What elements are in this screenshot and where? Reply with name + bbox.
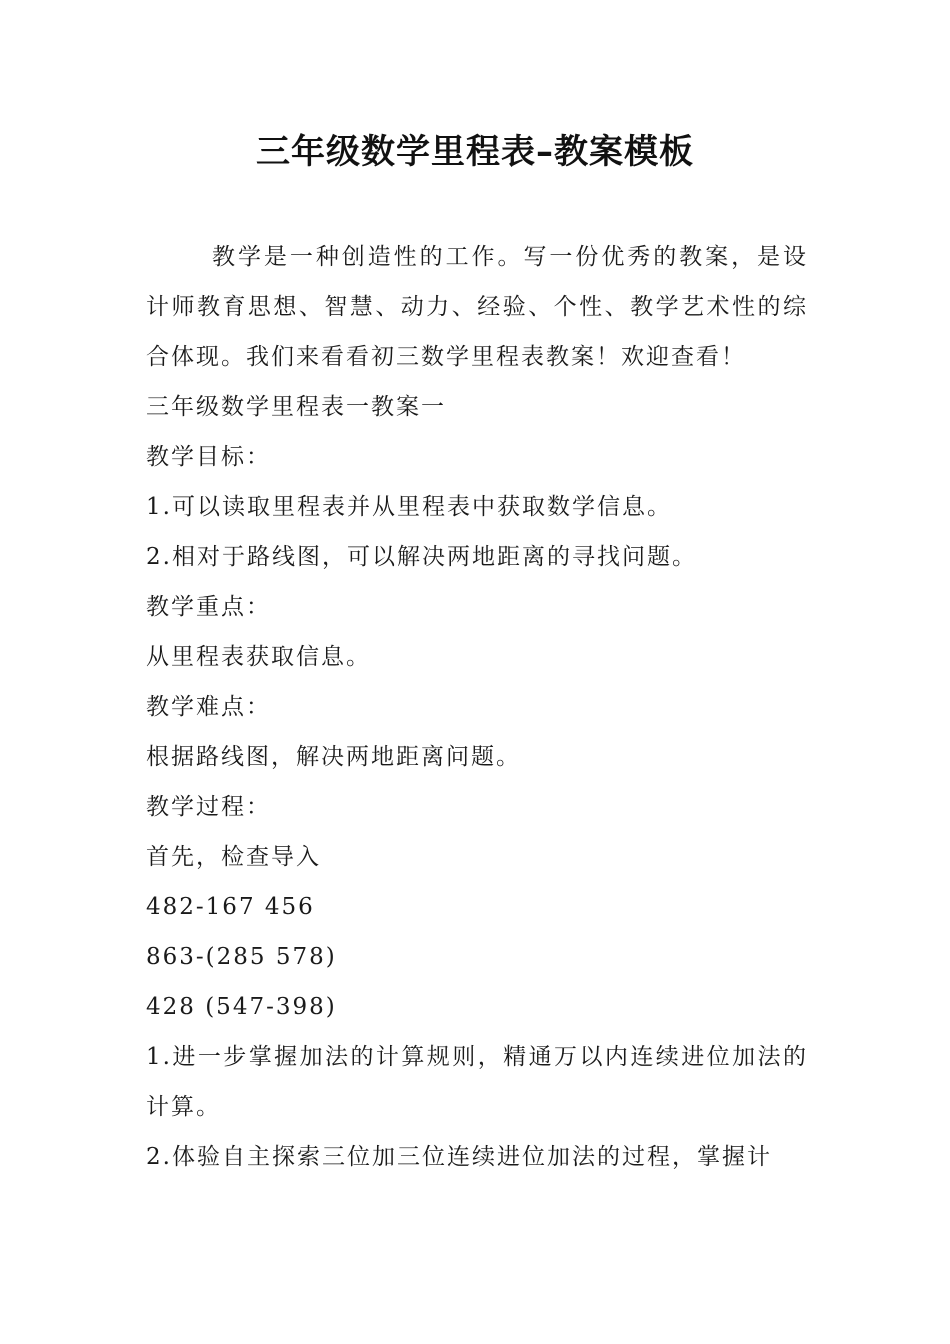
heading-teaching-goals: 教学目标： xyxy=(146,444,271,470)
section-heading-lesson-one: 三年级数学里程表一教案一 xyxy=(146,394,446,420)
heading-key-points: 教学重点： xyxy=(146,594,271,620)
exercise-line-3: 428 (547-398) xyxy=(146,994,337,1020)
goal-item-1: 1.可以读取里程表并从里程表中获取数学信息。 xyxy=(146,494,672,520)
process-step-intro: 首先，检查导入 xyxy=(146,844,321,870)
difficulty-text: 根据路线图，解决两地距离问题。 xyxy=(146,744,521,770)
document-body xyxy=(146,232,808,1182)
document-title: 三年级数学里程表–教案模板 xyxy=(256,132,694,172)
goal-item-2: 2.相对于路线图，可以解决两地距离的寻找问题。 xyxy=(146,544,697,570)
heading-difficulties: 教学难点： xyxy=(146,694,271,720)
intro-paragraph: 教学是一种创造性的工作。写一份优秀的教案，是设计师教育思想、智慧、动力、经验、个性、教学艺术性的综合体现。我们来看看初三数学里程表教案！欢迎查看！ xyxy=(146,244,808,370)
heading-process: 教学过程： xyxy=(146,794,271,820)
exercise-line-1: 482-167 456 xyxy=(146,894,315,920)
process-item-1: 1.进一步掌握加法的计算规则，精通万以内连续进位加法的计算。 xyxy=(146,1044,808,1120)
key-point-text: 从里程表获取信息。 xyxy=(146,644,371,670)
exercise-line-2: 863-(285 578) xyxy=(146,944,337,970)
process-item-2: 2.体验自主探索三位加三位连续进位加法的过程，掌握计 xyxy=(146,1144,772,1170)
